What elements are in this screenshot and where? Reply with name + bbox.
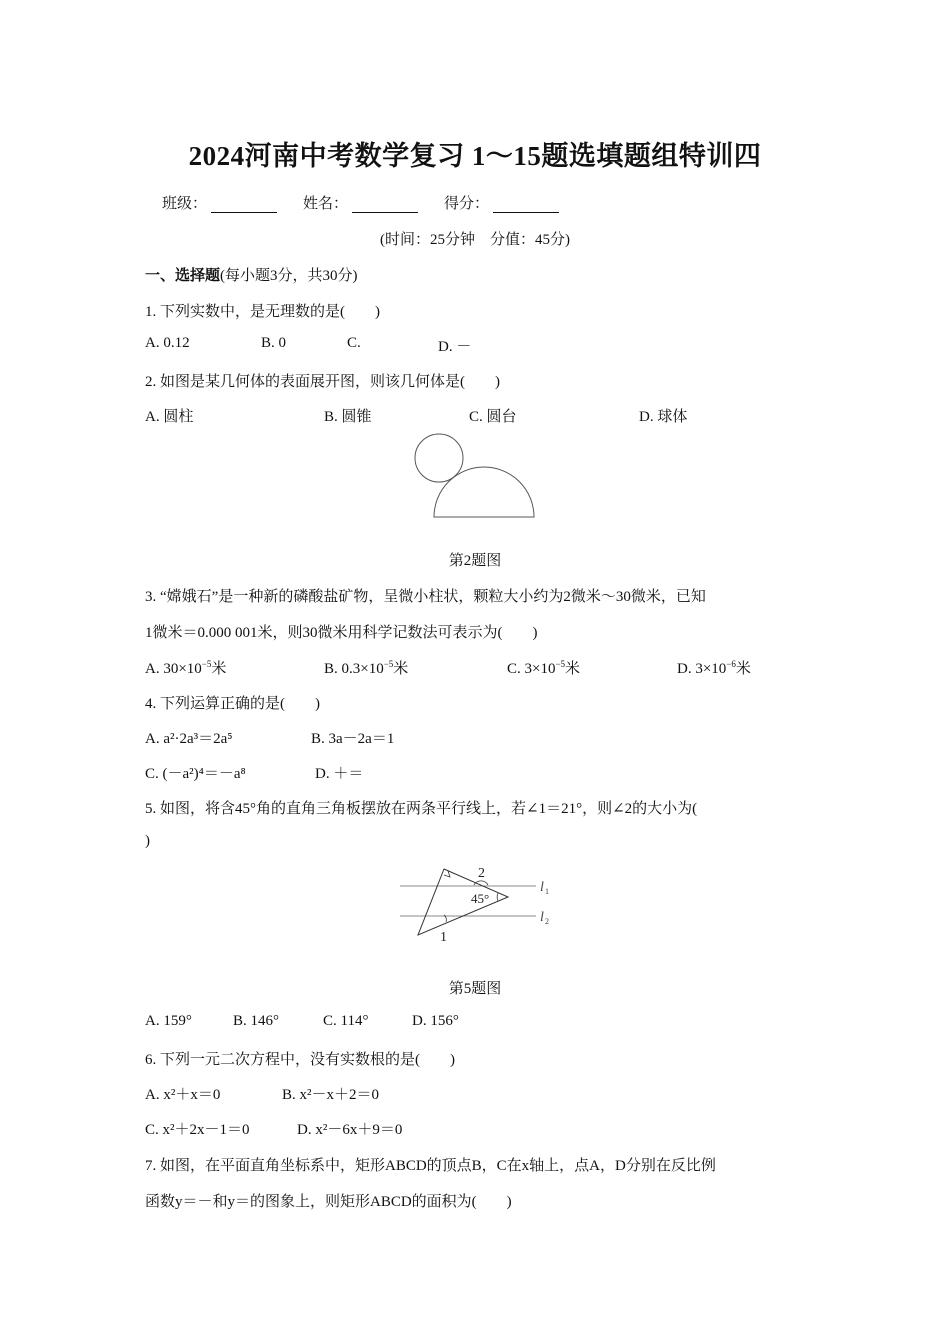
- q5-figure-triangle-parallel-lines: [390, 855, 570, 955]
- class-blank[interactable]: [211, 198, 277, 213]
- question-5-stem-line2: ): [145, 833, 150, 849]
- section-title: 一、选择题: [145, 268, 221, 284]
- q6-option-a[interactable]: A. x²＋x＝0: [145, 1087, 221, 1103]
- question-6-stem: 6. 下列一元二次方程中，没有实数根的是( ): [145, 1052, 455, 1068]
- q2-option-c[interactable]: C. 圆台: [469, 409, 517, 425]
- line-l1-label: l: [540, 880, 544, 895]
- q1-option-b[interactable]: B. 0: [261, 335, 287, 351]
- q5-option-d[interactable]: D. 156°: [412, 1013, 459, 1029]
- q4-option-d[interactable]: D. ＋＝: [315, 766, 364, 782]
- q3-a-base: A. 30×10: [145, 661, 202, 677]
- score-field: [444, 192, 559, 213]
- name-blank[interactable]: [352, 198, 418, 213]
- q3-option-a[interactable]: [145, 657, 226, 678]
- line-l2-subscript: 2: [545, 917, 549, 926]
- q3-a-unit: 米: [211, 661, 227, 677]
- angle-2-label: 2: [478, 866, 485, 881]
- angle-1-label: 1: [440, 930, 447, 945]
- score-label: 得分：: [444, 196, 490, 212]
- score-blank[interactable]: [493, 198, 559, 213]
- line-l2-label: l: [540, 910, 544, 925]
- angle-45-label: 45°: [471, 891, 490, 906]
- q3-c-base: C. 3×10: [507, 661, 556, 677]
- q3-option-b[interactable]: [324, 657, 408, 678]
- question-3-stem-line2: 1微米＝0.000 001米，则30微米用科学记数法可表示为( ): [145, 625, 538, 641]
- q4-option-b[interactable]: B. 3a－2a＝1: [311, 731, 395, 747]
- q2-option-d[interactable]: D. 球体: [639, 409, 688, 425]
- q6-option-c[interactable]: C. x²＋2x－1＝0: [145, 1122, 250, 1138]
- question-7-stem-line1: 7. 如图，在平面直角坐标系中，矩形ABCD的顶点B，C在x轴上，点A，D分别在反比例: [145, 1158, 716, 1174]
- q3-b-unit: 米: [393, 661, 409, 677]
- q4-option-c[interactable]: C. (－a²)⁴＝－a⁸: [145, 766, 246, 782]
- q5-option-c[interactable]: C. 114°: [323, 1013, 369, 1029]
- question-5-stem-line1: 5. 如图，将含45°角的直角三角板摆放在两条平行线上，若∠1＝21°，则∠2的大小为(: [145, 801, 698, 817]
- name-field: [303, 192, 418, 213]
- q3-d-exp: −6: [726, 659, 736, 669]
- question-4-stem: 4. 下列运算正确的是( ): [145, 696, 320, 712]
- q6-option-b[interactable]: B. x²－x＋2＝0: [282, 1087, 380, 1103]
- q1-option-a[interactable]: A. 0.12: [145, 335, 190, 351]
- q3-c-unit: 米: [565, 661, 581, 677]
- q3-option-c[interactable]: [507, 657, 580, 678]
- line-l1-subscript: 1: [545, 887, 549, 896]
- time-note: (时间：25分钟 分值：45分): [380, 232, 570, 248]
- q1-option-c[interactable]: C.: [347, 335, 361, 351]
- q4-option-a[interactable]: A. a²·2a³＝2a⁵: [145, 731, 233, 747]
- question-2-stem: 2. 如图是某几何体的表面展开图，则该几何体是( ): [145, 374, 500, 390]
- q1-option-d[interactable]: D. －: [438, 339, 472, 355]
- q3-b-base: B. 0.3×10: [324, 661, 384, 677]
- section-note: (每小题3分，共30分): [220, 268, 358, 284]
- q3-d-unit: 米: [735, 661, 751, 677]
- q6-option-d[interactable]: D. x²－6x＋9＝0: [297, 1122, 403, 1138]
- q3-option-d[interactable]: [677, 657, 751, 678]
- q3-b-exp: −5: [383, 659, 394, 669]
- q2-option-b[interactable]: B. 圆锥: [324, 409, 372, 425]
- question-7-stem-line2: 函数y＝－和y＝的图象上，则矩形ABCD的面积为( ): [145, 1194, 512, 1210]
- q2-figure-caption: 第2题图: [448, 553, 502, 569]
- question-1-stem: 1. 下列实数中，是无理数的是( ): [145, 304, 380, 320]
- q3-c-exp: −5: [555, 659, 566, 669]
- q2-option-a[interactable]: A. 圆柱: [145, 409, 194, 425]
- q3-d-base: D. 3×10: [677, 661, 727, 677]
- q5-option-a[interactable]: A. 159°: [145, 1013, 192, 1029]
- q3-a-exp: −5: [201, 659, 212, 669]
- q2-figure-cone-net: [400, 430, 550, 525]
- q5-option-b[interactable]: B. 146°: [233, 1013, 280, 1029]
- question-3-stem-line1: 3. “嫦娥石”是一种新的磷酸盐矿物，呈微小柱状，颗粒大小约为2微米～30微米，已知: [145, 589, 706, 605]
- q5-figure-caption: 第5题图: [448, 981, 502, 997]
- class-label: 班级：: [162, 196, 208, 212]
- name-label: 姓名：: [303, 196, 349, 212]
- page-title: 2024河南中考数学复习 1～15题选填题组特训四: [188, 141, 762, 171]
- student-info: [162, 192, 559, 213]
- section-heading: [145, 264, 358, 285]
- class-field: [162, 192, 277, 213]
